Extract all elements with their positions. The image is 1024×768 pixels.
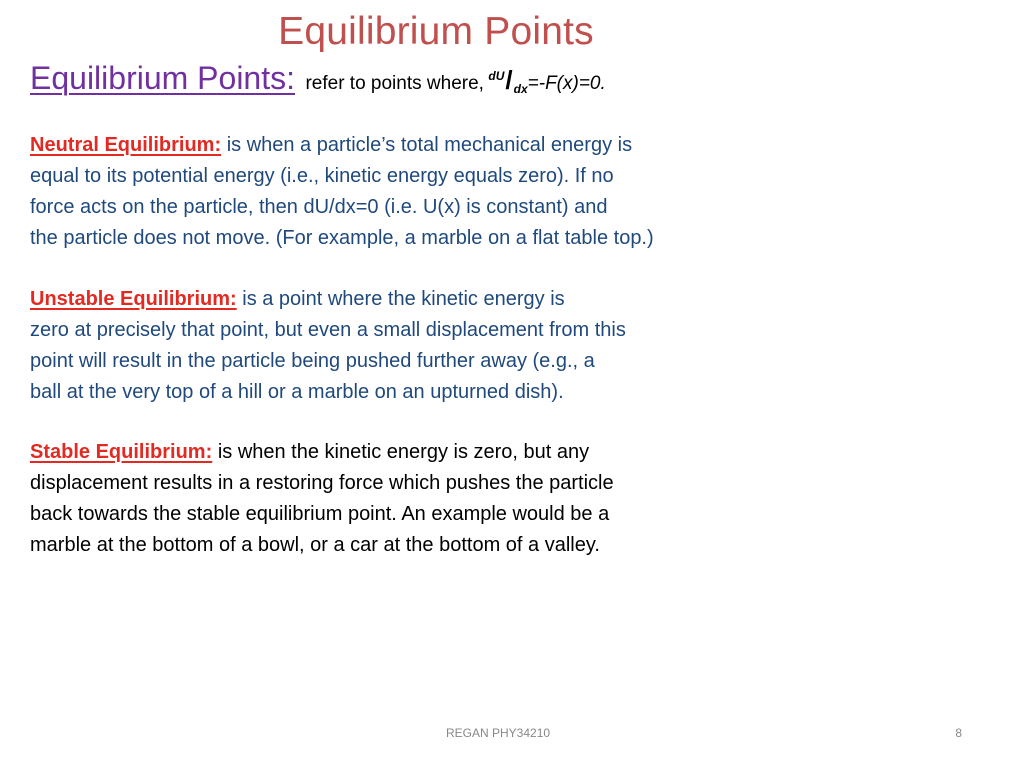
formula-tail: =-F(x)=0. — [527, 73, 606, 94]
section-text: is when a particle’s total mechanical energy is — [226, 134, 633, 156]
section-line: the particle does not move. (For example, a marble on a flat table top.) — [30, 227, 654, 249]
section-line: marble at the bottom of a bowl, or a car at the bottom of a valley. — [30, 534, 600, 556]
stable-equilibrium-section — [30, 437, 810, 561]
page-number: 8 — [955, 726, 962, 740]
footer-course-label: REGAN PHY34210 — [446, 726, 551, 740]
section-line — [30, 437, 810, 468]
intro-definition — [30, 58, 990, 98]
stable-equilibrium-label: Stable Equilibrium: — [30, 441, 213, 463]
unstable-equilibrium-label: Unstable Equilibrium: — [30, 288, 237, 310]
neutral-equilibrium-label: Neutral Equilibrium: — [30, 134, 222, 156]
section-line: force acts on the particle, then dU/dx=0 (i.e. U(x) is constant) and — [30, 196, 608, 218]
intro-text: refer to points where, — [305, 73, 484, 94]
section-line — [30, 284, 810, 315]
section-line: ball at the very top of a hill or a marble on an upturned dish). — [30, 381, 564, 403]
slide-footer — [0, 726, 1024, 746]
section-text: is a point where the kinetic energy is — [242, 288, 565, 310]
section-text: is when the kinetic energy is zero, but any — [217, 441, 590, 463]
slide-title: Equilibrium Points — [278, 10, 594, 53]
derivative-formula — [488, 65, 606, 96]
formula-numerator: dU — [488, 69, 505, 83]
formula-slash: / — [505, 65, 513, 95]
formula-denominator: dx — [513, 82, 528, 96]
neutral-equilibrium-section — [30, 130, 810, 254]
section-line — [30, 130, 810, 161]
section-line: equal to its potential energy (i.e., kinetic energy equals zero). If no — [30, 165, 614, 187]
intro-label: Equilibrium Points: — [30, 60, 295, 96]
section-line: back towards the stable equilibrium point. An example would be a — [30, 503, 610, 525]
section-line: displacement results in a restoring force which pushes the particle — [30, 472, 614, 494]
unstable-equilibrium-section — [30, 284, 810, 408]
section-line: zero at precisely that point, but even a small displacement from this — [30, 319, 626, 341]
section-line: point will result in the particle being pushed further away (e.g., a — [30, 350, 595, 372]
